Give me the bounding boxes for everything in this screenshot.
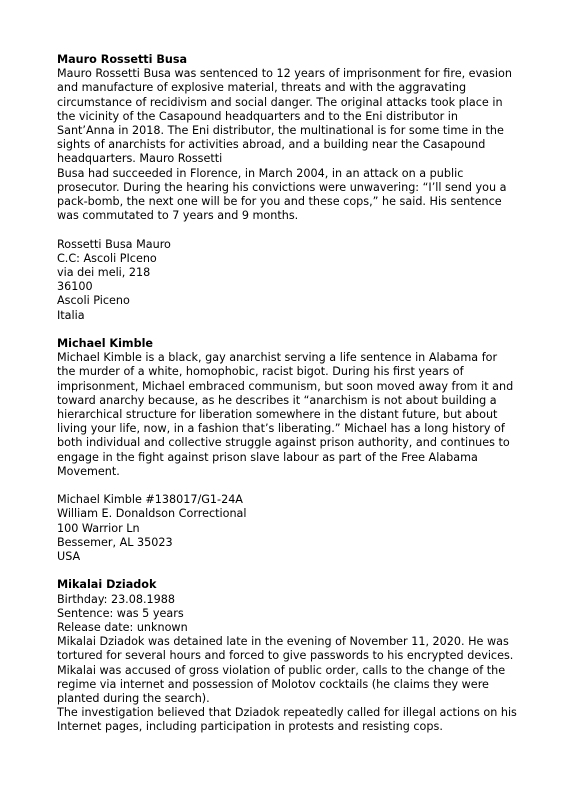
- section-paragraph: Busa had succeeded in Florence, in March 2004, in an attack on a public prosecutor. During the hearing his convictions were unwavering: “I’ll send you a pack-bomb, the next one will be for you and these cops,” he said. His sentence was commutated to 7 years and 9 months.: [57, 166, 507, 223]
- fact-line: Sentence: was 5 years: [57, 606, 184, 620]
- prisoner-section-mikalai-dziadok: [57, 578, 517, 734]
- section-heading: Mikalai Dziadok: [57, 578, 157, 592]
- address-line: 36100: [57, 280, 93, 294]
- address-line: Michael Kimble #138017/G1-24A: [57, 493, 243, 507]
- address-line: USA: [57, 550, 81, 564]
- section-paragraph: The investigation believed that Dziadok repeatedly called for illegal actions on his Internet pages, including participation in protests and resisting cops.: [57, 706, 517, 734]
- section-heading: Mauro Rossetti Busa: [57, 53, 188, 66]
- fact-line: Release date: unknown: [57, 621, 188, 635]
- document-page: [57, 53, 517, 749]
- section-paragraph: Mikalai Dziadok was detained late in the evening of November 11, 2020. He was tortured for several hours and forced to give passwords to his encrypted devices. Mikalai was accused of gross violation of public order, calls to the change of the regime via internet and possession of Molotov cocktails (he claims they were planted during the search).: [57, 635, 514, 706]
- address-line: C.C: Ascoli PIceno: [57, 251, 157, 265]
- fact-line: Birthday: 23.08.1988: [57, 592, 176, 606]
- address-line: Ascoli Piceno: [57, 294, 130, 308]
- address-line: via dei meli, 218: [57, 266, 151, 280]
- mailing-address: [57, 238, 517, 323]
- section-paragraph: Michael Kimble is a black, gay anarchist serving a life sentence in Alabama for the murder of a white, homophobic, racist bigot. During his first years of imprisonment, Michael embraced communism, but soon moved away from it and toward anarchy because, as he describes it “anarchism is not about building a hierarchical structure for liberation somewhere in the distant future, but about living your life, now, in a fashion that’s liberating.” Michael has a long history of both individual and collective struggle against prison authority, and continues to engage in the fight against prison slave labour as part of the Free Alabama Movement.: [57, 351, 514, 478]
- address-line: Italia: [57, 308, 85, 322]
- address-line: 100 Warrior Ln: [57, 521, 140, 535]
- address-line: William E. Donaldson Correctional: [57, 507, 247, 521]
- address-line: Rossetti Busa Mauro: [57, 237, 171, 251]
- prisoner-section-michael-kimble: [57, 337, 517, 564]
- section-paragraph: Mauro Rossetti Busa was sentenced to 12 years of imprisonment for fire, evasion and manufacture of explosive material, threats and with the aggravating circumstance of recidivism and social danger. The original attacks took place in the vicinity of the Casapound headquarters and to the Eni distributor in Sant’Anna in 2018. The Eni distributor, the multinational is for some time in the sights of anarchists for activities abroad, and a building near the Casapound headquarters. Mauro Rossetti: [57, 67, 512, 166]
- mailing-address: [57, 493, 517, 564]
- section-heading: Michael Kimble: [57, 337, 154, 351]
- address-line: Bessemer, AL 35023: [57, 535, 173, 549]
- prisoner-section-mauro-rossetti-busa: [57, 53, 517, 323]
